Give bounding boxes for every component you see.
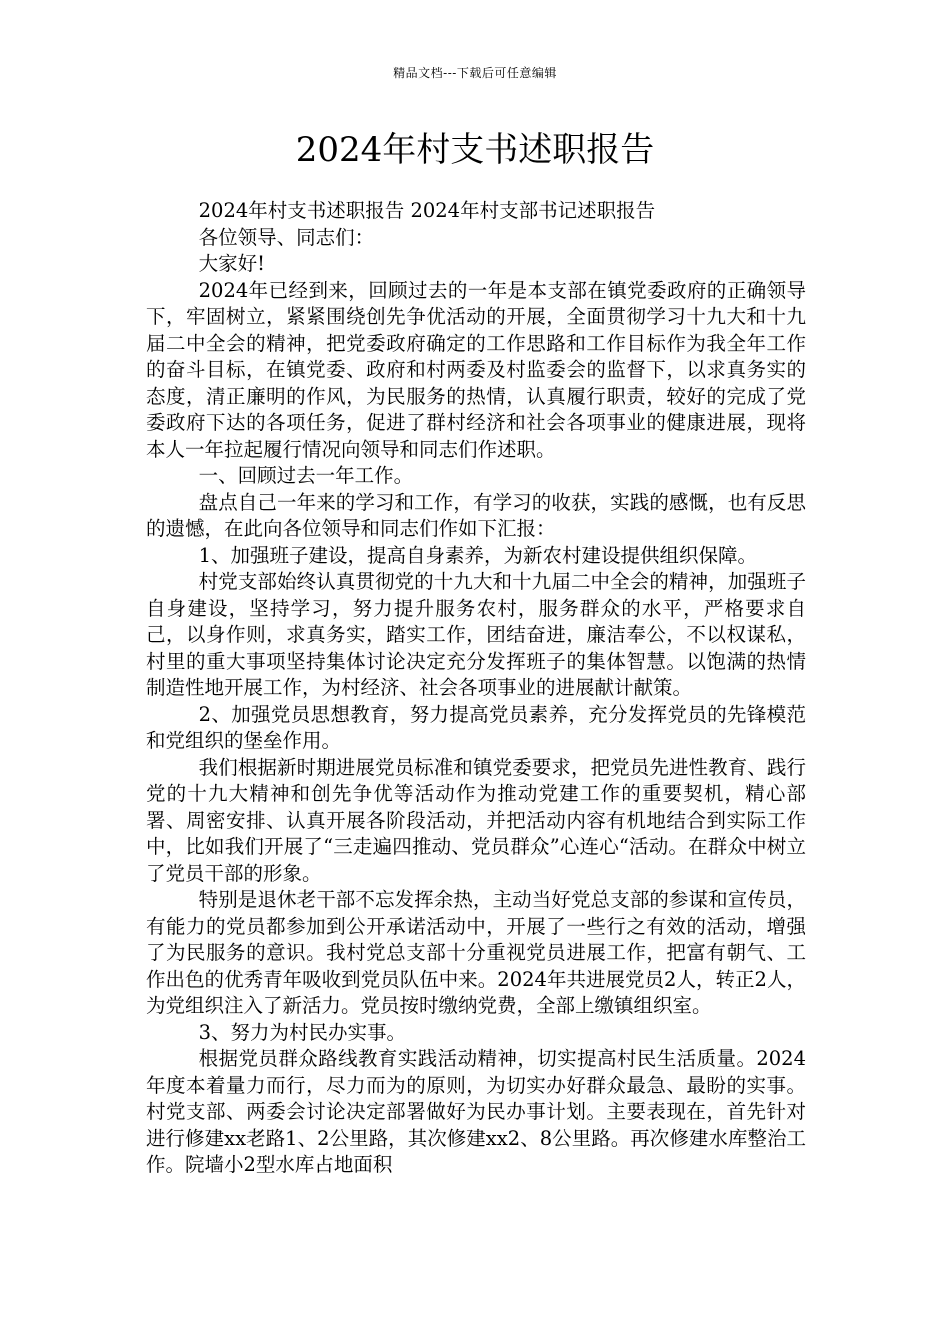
paragraph: 我们根据新时期进展党员标准和镇党委要求，把党员先进性教育、践行党的十九大精神和创先争优等活动作为推动党建工作的重要契机，精心部署、周密安排、认真开展各阶段活动，并把活动内容有机地结合到实际工作中，比如我们开展了“三走遍四推动、党员群众”心连心“活动。在群众中树立了党员干部的形象。 [146, 755, 806, 885]
paragraph: 各位领导、同志们： [198, 225, 375, 249]
paragraph: 2024年村支书述职报告 2024年村支部书记述职报告 [198, 199, 656, 222]
paragraph: 根据党员群众路线教育实践活动精神，切实提高村民生活质量。2024年度本着量力而行，尽力而为的原则，为切实办好群众最急、最盼的实事。村党支部、两委会讨论决定部署做好为民办事计划。主要表现在，首先针对进行修建xx老路1、2公里路，其次修建xx2、8公里路。再次修建水库整治工作。院墙小2型水库占地面积 [146, 1047, 806, 1176]
paragraph: 村党支部始终认真贯彻党的十九大和十九届二中全会的精神，加强班子自身建设，坚持学习，努力提升服务农村，服务群众的水平，严格要求自己，以身作则，求真务实，踏实工作，团结奋进，廉洁奉公，不以权谋私，村里的重大事项坚持集体讨论决定充分发挥班子的集体智慧。以饱满的热情制造性地开展工作，为村经济、社会各项事业的进展献计献策。 [146, 570, 806, 699]
paragraph: 1、加强班子建设，提高自身素养，为新农村建设提供组织保障。 [198, 543, 758, 567]
paragraph: 2、加强党员思想教育，努力提高党员素养，充分发挥党员的先锋模范和党组织的堡垒作用。 [146, 702, 806, 752]
document-body [146, 198, 806, 1179]
header-note: 精品文档---下载后可任意编辑 [393, 66, 557, 80]
paragraph: 特别是退休老干部不忘发挥余热，主动当好党总支部的参谋和宣传员，有能力的党员都参加到公开承诺活动中，开展了一些行之有效的活动，增强了为民服务的意识。我村党总支部十分重视党员进展工作，把富有朝气、工作出色的优秀青年吸收到党员队伍中来。2024年共进展党员2人，转正2人，为党组织注入了新活力。党员按时缴纳党费，全部上缴镇组织室。 [146, 888, 806, 1017]
paragraph: 盘点自己一年来的学习和工作，有学习的收获，实践的感慨，也有反思的遗憾，在此向各位领导和同志们作如下汇报： [146, 490, 806, 540]
paragraph: 2024年已经到来，回顾过去的一年是本支部在镇党委政府的正确领导下，牢固树立，紧紧围绕创先争优活动的开展，全面贯彻学习十九大和十九届二中全会的精神，把党委政府确定的工作思路和工作目标作为我全年工作的奋斗目标，在镇党委、政府和村两委及村监委会的监督下，以求真务实的态度，清正廉明的作风，为民服务的热情，认真履行职责，较好的完成了党委政府下达的各项任务，促进了群村经济和社会各项事业的健康进展，现将本人一年拉起履行情况向领导和同志们作述职。 [146, 278, 806, 461]
paragraph: 3、努力为村民办实事。 [198, 1020, 407, 1044]
paragraph: 大家好! [198, 252, 265, 275]
document-title: 2024年村支书述职报告 [295, 130, 655, 170]
paragraph: 一、回顾过去一年工作。 [198, 464, 414, 487]
